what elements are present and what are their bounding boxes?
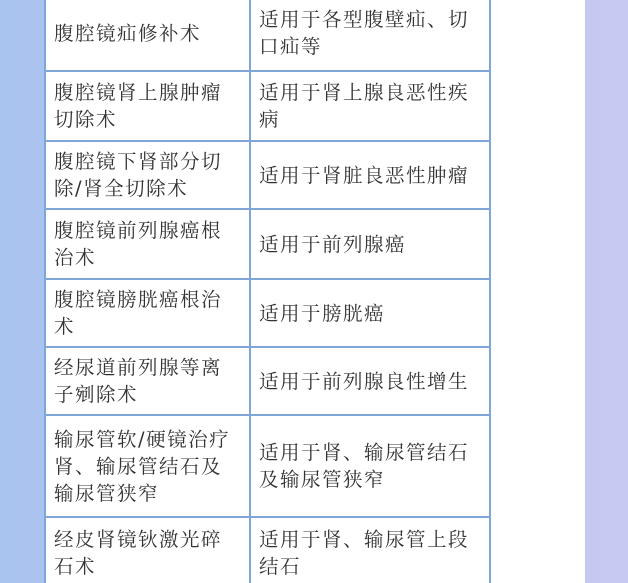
table-row: [45, 141, 490, 209]
indication-cell: 适用于膀胱癌: [250, 279, 490, 347]
procedure-cell: 经皮肾镜钬激光碎石术: [45, 517, 250, 583]
procedure-cell: 腹腔镜肾上腺肿瘤切除术: [45, 71, 250, 141]
indication-cell: 适用于肾上腺良恶性疾病: [250, 71, 490, 141]
indication-cell: 适用于各型腹壁疝、切口疝等: [250, 0, 490, 71]
table-row: [45, 279, 490, 347]
procedure-table: [44, 0, 491, 583]
table-row: [45, 517, 490, 583]
indication-cell: 适用于肾、输尿管上段结石: [250, 517, 490, 583]
procedure-cell: 经尿道前列腺等离子剜除术: [45, 347, 250, 415]
table-row: [45, 347, 490, 415]
procedure-cell: 腹腔镜疝修补术: [45, 0, 250, 71]
table-row: [45, 209, 490, 279]
indication-cell: 适用于肾脏良恶性肿瘤: [250, 141, 490, 209]
procedure-cell: 腹腔镜膀胱癌根治术: [45, 279, 250, 347]
table-row: [45, 0, 490, 71]
table-row: [45, 415, 490, 517]
procedure-cell: 腹腔镜下肾部分切除/肾全切除术: [45, 141, 250, 209]
procedure-cell: 腹腔镜前列腺癌根治术: [45, 209, 250, 279]
indication-cell: 适用于前列腺良性增生: [250, 347, 490, 415]
procedure-cell: 输尿管软/硬镜治疗肾、输尿管结石及输尿管狭窄: [45, 415, 250, 517]
indication-cell: 适用于肾、输尿管结石及输尿管狭窄: [250, 415, 490, 517]
indication-cell: 适用于前列腺癌: [250, 209, 490, 279]
table-row: [45, 71, 490, 141]
